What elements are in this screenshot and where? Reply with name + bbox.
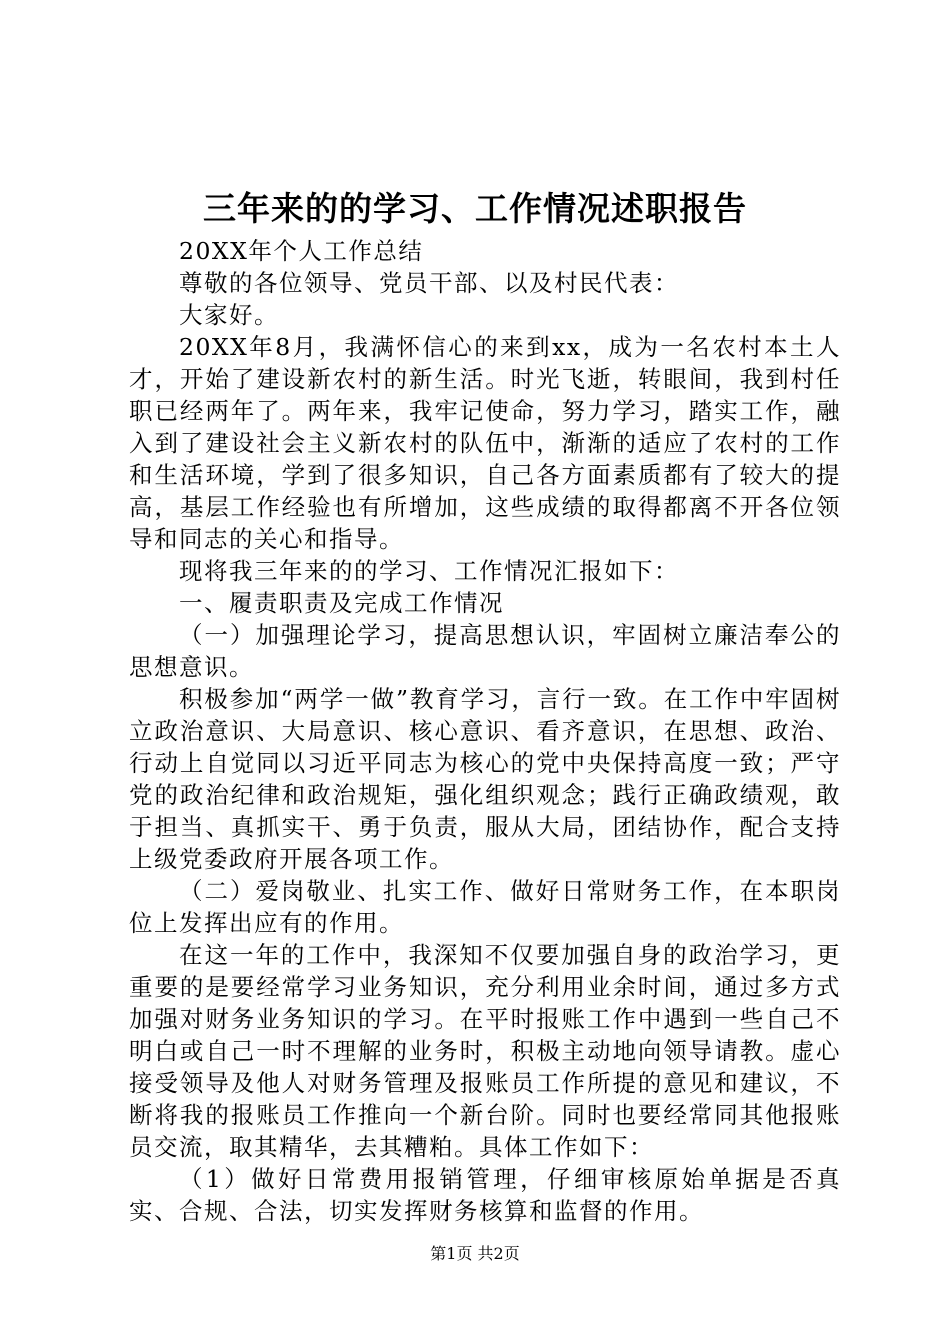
paragraph-salutation: 尊敬的各位领导、党员干部、以及村民代表： bbox=[179, 269, 679, 297]
document-title: 三年来的的学习、工作情况述职报告 bbox=[203, 189, 747, 228]
paragraph-study: 积极参加“两学一做”教育学习，言行一致。在工作中牢固树立政治意识、大局意识、核心意识、看齐意识，在思想、政治、行动上自觉同以习近平同志为核心的党中央保持高度一致；严守党的政治纪律和政治规矩，强化组织观念；践行正确政绩观，敢于担当、真抓实干、勇于负责，服从大局，团结协作，配合支持上级党委政府开展各项工作。 bbox=[129, 685, 841, 873]
subsection-heading-2: （二）爱岗敬业、扎实工作、做好日常财务工作，在本职岗位上发挥出应有的作用。 bbox=[129, 877, 841, 937]
paragraph-intro: 20XX年8月，我满怀信心的来到xx，成为一名农村本土人才，开始了建设新农村的新生活。时光飞逝，转眼间，我到村任职已经两年了。两年来，我牢记使命，努力学习，踏实工作，融入到了建设社会主义新农村的队伍中，渐渐的适应了农村的工作和生活环境，学到了很多知识，自己各方面素质都有了较大的提高，基层工作经验也有所增加，这些成绩的取得都离不开各位领导和同志的关心和指导。 bbox=[129, 333, 841, 553]
page-footer: 第1页 共2页 bbox=[430, 1244, 520, 1263]
paragraph-greeting: 大家好。 bbox=[179, 301, 279, 329]
document-body bbox=[129, 235, 841, 1227]
list-item-1: （1）做好日常费用报销管理，仔细审核原始单据是否真实、合规、合法，切实发挥财务核算和监督的作用。 bbox=[129, 1165, 841, 1225]
subsection-heading-1: （一）加强理论学习，提高思想认识，牢固树立廉洁奉公的思想意识。 bbox=[129, 621, 841, 681]
paragraph-summary-heading: 20XX年个人工作总结 bbox=[179, 237, 424, 265]
paragraph-report-lead: 现将我三年来的的学习、工作情况汇报如下： bbox=[179, 557, 679, 585]
section-heading-1: 一、履责职责及完成工作情况 bbox=[179, 589, 504, 617]
paragraph-work: 在这一年的工作中，我深知不仅要加强自身的政治学习，更重要的是要经常学习业务知识，充分利用业余时间，通过多方式加强对财务业务知识的学习。在平时报账工作中遇到一些自己不明白或自己一时不理解的业务时，积极主动地向领导请教。虚心接受领导及他人对财务管理及报账员工作所提的意见和建议，不断将我的报账员工作推向一个新台阶。同时也要经常同其他报账员交流，取其精华，去其糟粕。具体工作如下： bbox=[129, 941, 841, 1161]
